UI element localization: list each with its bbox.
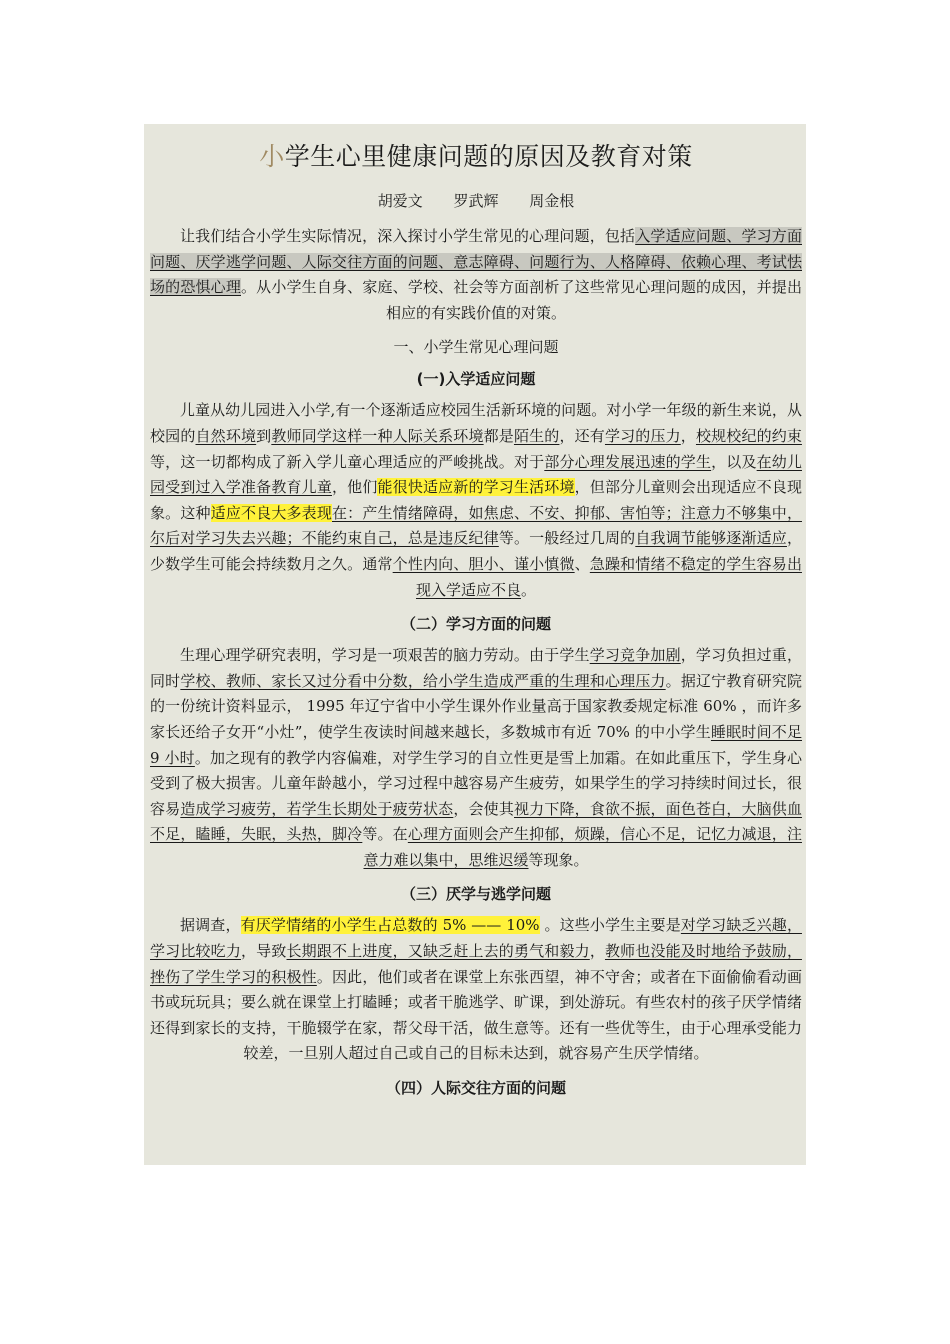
underlined-text: 个性内向、胆小、谨小慎微 [392,554,575,573]
subsection-heading-2: （二）学习方面的问题 [400,615,551,634]
paragraph-2 [150,643,802,873]
underlined-text: 陌生的 [513,426,560,445]
text: 等现象。 [528,850,589,869]
underlined-text: 睡眠时间不足 9 小时 [150,722,802,767]
underlined-text: 造成学习疲劳，若学生长期处于疲劳状态 [180,799,454,818]
highlighted-text: 能很快适应新的学习生活环境 [377,478,575,497]
text: 等，这一切都构成了新入学儿童心理适应的严峻挑战。对于 [150,452,545,471]
text: ，以及 [711,452,757,471]
underlined-text: 教师同学这样一种人际关系环境 [271,426,484,445]
highlighted-text: 有厌学情绪的小学生占总数的 5% —— 10% [240,916,540,935]
abstract-paragraph [150,224,802,326]
highlighted-text: 适应不良大多表现 [210,503,332,522]
text: 。据辽宁教育研究院的一份统计资料显示， 1995 年辽宁省中小学生课外作业量高于国家教委规定标准 60% ，而许多家长还给子女开“小灶”，使学生夜读时间越来越长，多数城市有近 70% 的中小学生 [150,671,802,741]
subsection-heading-4: （四）人际交往方面的问题 [385,1079,566,1098]
author-2: 罗武辉 [453,192,499,210]
text: ，他们 [331,478,378,497]
text: 据调查， [180,916,241,935]
author-1: 胡爱文 [377,192,423,210]
text: 。 [521,580,537,599]
underlined-text: 急躁和情绪不稳定的学生容易出现入学适应不良 [415,554,802,599]
subsection-heading-3: （三）厌学与逃学问题 [400,885,551,904]
text: ，学习负担过重，同时 [150,646,802,690]
underlined-text: 自然环境 [195,426,257,445]
section-heading-1: 一、小学生常见心理问题 [393,338,559,357]
underlined-text: 视力下降，食欲不振，面色苍白，大脑供血不足，瞌睡，失眠，头热，脚冷 [150,799,802,844]
text: 生理心理学研究表明，学习是一项艰苦的脑力劳动。由于学生 [180,646,590,665]
text: 儿童从幼儿园进入小学,有一个逐渐适应校园生活新环境的问题。对小学一年级的新生来说，从校园的 [150,401,802,445]
text: 等。在 [362,825,408,844]
underlined-text: 校规校纪的约束 [695,426,802,445]
underlined-text: 教师也没能及时地给予鼓励，挫伤了学生学习的积极性 [150,942,802,986]
subsection-heading-1: (一)入学适应问题 [416,370,536,389]
abstract-highlight: 入学适应问题、学习方面问题、厌学逃学问题、人际交往方面的问题、意志障碍、问题行为、人格障碍、依赖心理、考试怯场的恐惧心理 [150,227,802,297]
document-page [144,124,806,1165]
underlined-text: 长期跟不上进度，又缺乏赶上去的勇气和毅力 [286,942,590,961]
underlined-text: 学习的压力 [604,426,681,445]
title-first-char: 小 [259,142,285,171]
paragraph-1 [150,398,802,603]
page-title [150,134,802,180]
author-line [150,190,802,212]
text: 等。一般经过几周的 [498,529,636,548]
author-3: 周金根 [529,192,575,210]
text: ，还有 [559,426,605,445]
underlined-text: 心理方面则会产生抑郁，烦躁，信心不足，记忆力减退，注意力难以集中，思维迟缓 [363,825,802,869]
underlined-text: 在：产生情绪障碍，如焦虑、不安、抑郁、害怕等；注意力不够集中，尔后对学习失去兴趣；不能约束自己，总是违反纪律 [150,503,802,548]
underlined-text: 学校、教师、家长又过分看中分数，给小学生造成严重的生理和心理压力 [180,671,666,690]
text: 。加之现有的教学内容偏难，对学生学习的自立性更是雪上加霜。在如此重压下，学生身心受到了极大损害。儿童年龄越小，学习过程中越容易产生疲劳，如果学生的学习持续时间过长，很容易 [150,748,803,818]
abstract-text: 让我们结合小学生实际情况，深入探讨小学生常见的心理问题，包括 [180,227,636,245]
paragraph-3 [150,913,802,1067]
text: ，会使其 [453,799,514,818]
text: ， [680,426,696,445]
text: 都是 [483,426,514,445]
text: 。因此，他们或者在课堂上东张西望，神不守舍；或者在下面偷偷看动画书或玩玩具；要么就在课堂上打瞌睡；或者干脆逃学、旷课，到处游玩。有些农村的孩子厌学情绪还得到家长的支持，干脆辍学在家，帮父母干活，做生意等。还有一些优等生，由于心理承受能力较差，一旦别人超过自己或自己的目标未达到，就容易产生厌学情绪。 [150,967,802,1063]
text: 。这些小学生主要是 [539,916,681,935]
underlined-text: 学习竞争加剧 [589,646,681,665]
text: 到 [256,426,272,445]
underlined-text: 在幼儿园受到过入学准备教育儿童 [150,452,802,497]
title-rest: 学生心里健康问题的原因及教育对策 [284,142,693,171]
abstract-text-end: 。从小学生自身、家庭、学校、社会等方面剖析了这些常见心理问题的成因，并提出相应的有实践价值的对策。 [241,278,802,322]
underlined-text: 自我调节能够逐渐适应 [635,529,787,548]
text: ，少数学生可能会持续数月之久。通常 [150,529,802,573]
text: ，导致 [241,942,287,961]
text: ， [589,942,605,961]
text: ，但部分儿童则会出现适应不良现象。这种 [150,478,802,522]
text: 、 [574,554,590,573]
underlined-text: 部分心理发展迅速的学生 [544,452,712,471]
underlined-text: 对学习缺乏兴趣，学习比较吃力 [150,916,802,961]
